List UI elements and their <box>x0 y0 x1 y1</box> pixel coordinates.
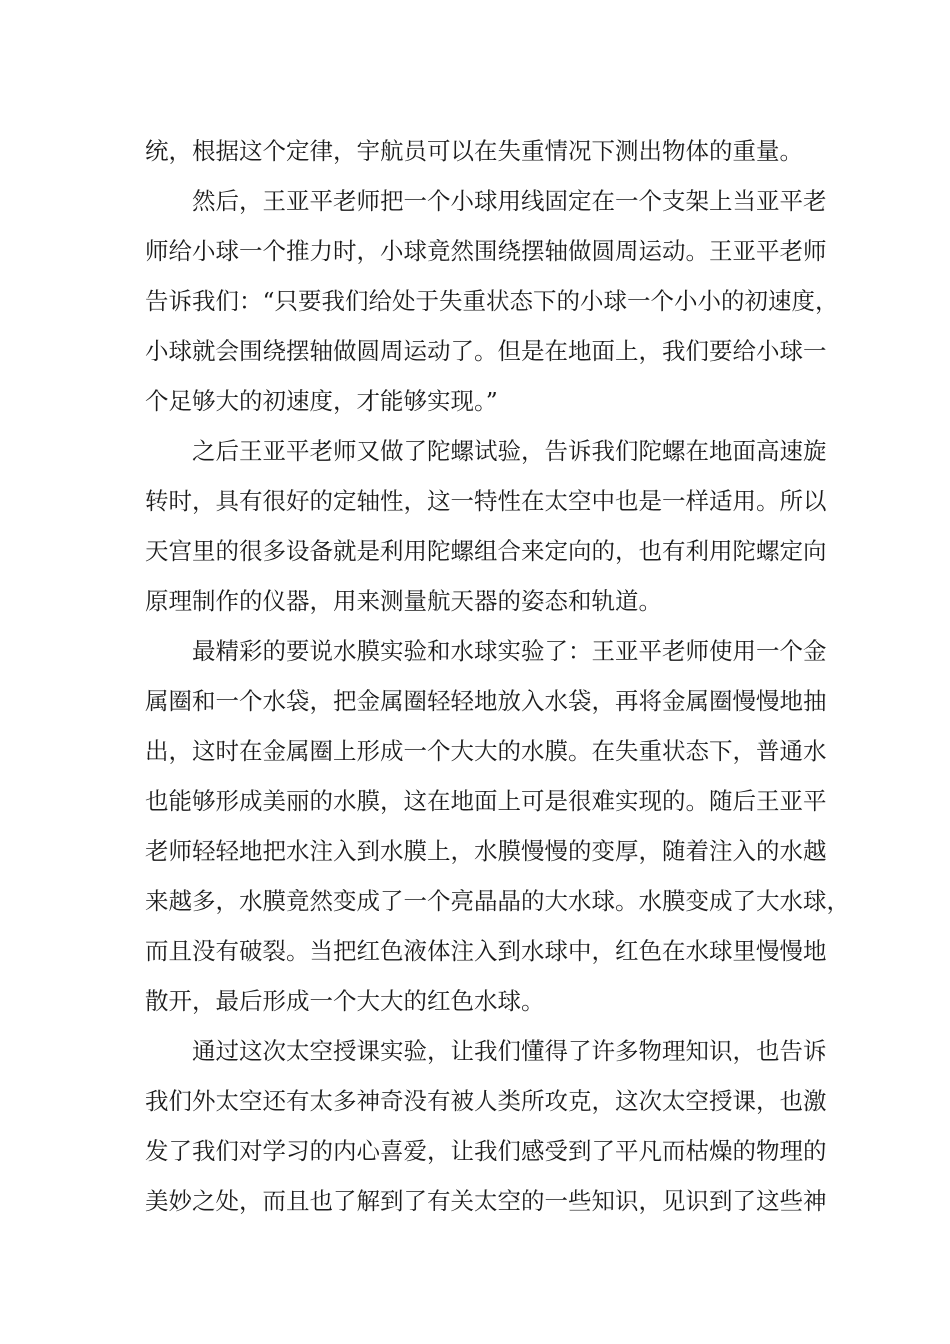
text-line: 转时，具有很好的定轴性，这一特性在太空中也是一样适用。所以 <box>145 487 827 515</box>
text-line: 之后王亚平老师又做了陀螺试验，告诉我们陀螺在地面高速旋 <box>192 437 827 465</box>
text-line: 美妙之处，而且也了解到了有关太空的一些知识，见识到了这些神 <box>145 1187 827 1215</box>
text-line: 最精彩的要说水膜实验和水球实验了：王亚平老师使用一个金 <box>192 637 827 665</box>
text-line: 告诉我们：“只要我们给处于失重状态下的小球一个小小的初速度， <box>145 287 839 315</box>
text-line: 然后，王亚平老师把一个小球用线固定在一个支架上当亚平老 <box>192 187 827 215</box>
text-line: 统，根据这个定律，宇航员可以在失重情况下测出物体的重量。 <box>145 137 803 165</box>
paragraph-5 <box>145 1026 825 1226</box>
text-line: 原理制作的仪器，用来测量航天器的姿态和轨道。 <box>145 587 662 615</box>
text-line: 散开，最后形成一个大大的红色水球。 <box>145 987 545 1015</box>
document-body <box>145 126 850 1226</box>
text-line: 属圈和一个水袋，把金属圈轻轻地放入水袋，再将金属圈慢慢地抽 <box>145 687 827 715</box>
text-line: 而且没有破裂。当把红色液体注入到水球中，红色在水球里慢慢地 <box>145 937 827 965</box>
paragraph-1 <box>145 126 825 176</box>
paragraph-4 <box>145 626 850 1026</box>
text-line: 小球就会围绕摆轴做圆周运动了。但是在地面上，我们要给小球一 <box>145 337 827 365</box>
text-line: 老师轻轻地把水注入到水膜上，水膜慢慢的变厚，随着注入的水越 <box>145 837 827 865</box>
paragraph-3 <box>145 426 825 626</box>
text-line: 天宫里的很多设备就是利用陀螺组合来定向的，也有利用陀螺定向 <box>145 537 827 565</box>
text-line: 也能够形成美丽的水膜，这在地面上可是很难实现的。随后王亚平 <box>145 787 827 815</box>
paragraph-2 <box>145 176 839 426</box>
text-line: 发了我们对学习的内心喜爱，让我们感受到了平凡而枯燥的物理的 <box>145 1137 827 1165</box>
text-line: 通过这次太空授课实验，让我们懂得了许多物理知识，也告诉 <box>192 1037 827 1065</box>
text-line: 来越多，水膜竟然变成了一个亮晶晶的大水球。水膜变成了大水球， <box>145 887 850 915</box>
text-line: 出，这时在金属圈上形成一个大大的水膜。在失重状态下，普通水 <box>145 737 827 765</box>
text-line: 师给小球一个推力时，小球竟然围绕摆轴做圆周运动。王亚平老师 <box>145 237 827 265</box>
text-line: 个足够大的初速度，才能够实现。” <box>145 387 498 415</box>
text-line: 我们外太空还有太多神奇没有被人类所攻克，这次太空授课，也激 <box>145 1087 827 1115</box>
